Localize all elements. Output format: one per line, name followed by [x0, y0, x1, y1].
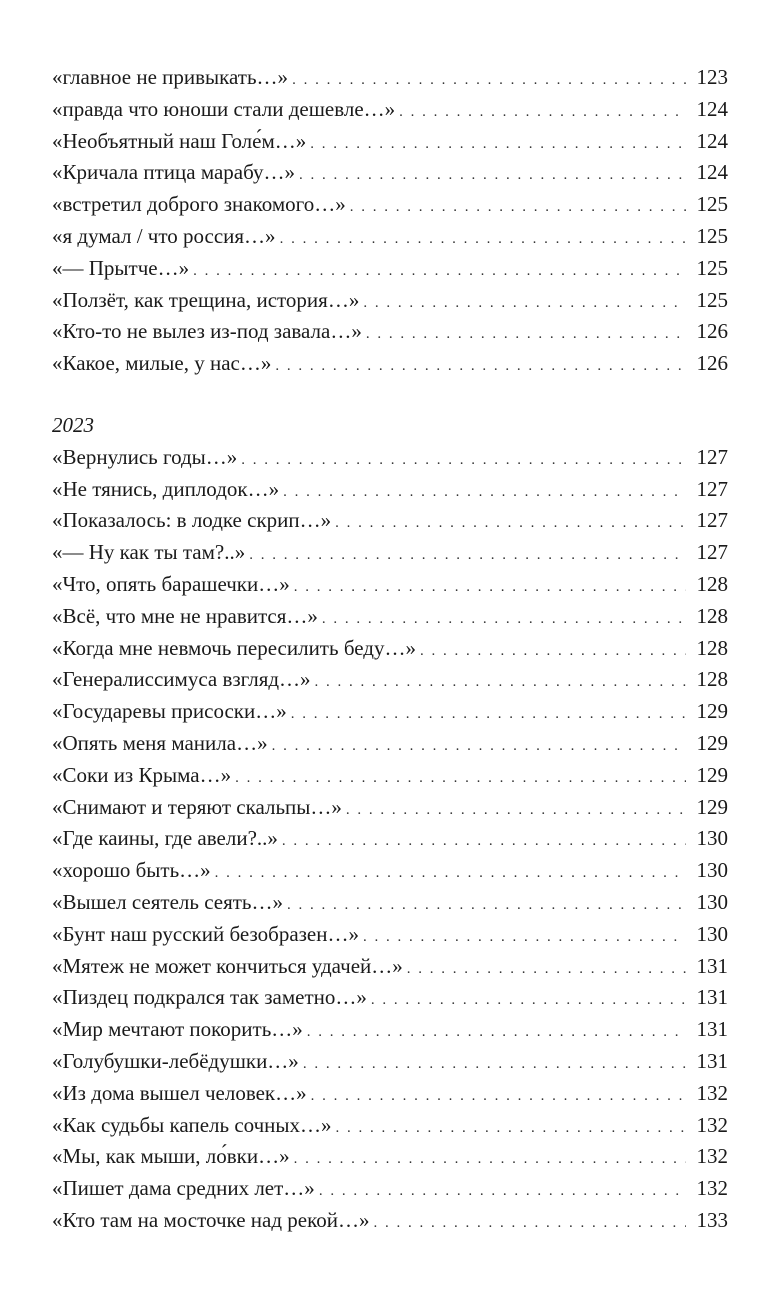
dot-leader [371, 985, 686, 1017]
toc-entry-title: «Кто там на мосточке над рекой…» [52, 1207, 370, 1232]
toc-entry-page-number: 125 [696, 192, 728, 217]
toc-entry [52, 951, 728, 983]
toc-entry [52, 505, 728, 537]
toc-entry-title: «Мы, как мыши, ло́вки…» [52, 1144, 290, 1169]
toc-entry-title: «Вернулись годы…» [52, 444, 238, 469]
toc-entry-page-number: 124 [696, 160, 728, 185]
toc-entry-page-number: 126 [696, 319, 728, 344]
dot-leader [399, 97, 686, 129]
dot-leader [310, 129, 686, 161]
dot-leader [241, 445, 686, 477]
dot-leader [322, 604, 686, 636]
toc-entry [52, 537, 728, 569]
toc-entry-title: «хорошо быть…» [52, 858, 211, 883]
toc-entry [52, 285, 728, 317]
dot-leader [407, 954, 686, 986]
toc-entry-title: «правда что юноши стали дешевле…» [52, 96, 396, 121]
toc-entry-title: «Пишет дама средних лет…» [52, 1176, 315, 1201]
toc-entry [52, 855, 728, 887]
dot-leader [292, 65, 686, 97]
toc-entry-page-number: 125 [696, 287, 728, 312]
toc-entry [52, 760, 728, 792]
toc-entry-title: «Снимают и теряют скальпы…» [52, 794, 342, 819]
toc-entry-page-number: 127 [696, 444, 728, 469]
dot-leader [193, 256, 686, 288]
dot-leader [335, 508, 686, 540]
toc-entry [52, 1046, 728, 1078]
toc-entry-title: «Бунт наш русский безобразен…» [52, 921, 359, 946]
toc-entry-title: «Всё, что мне не нравится…» [52, 603, 318, 628]
dot-leader [235, 763, 686, 795]
toc-entry-title: «главное не привыкать…» [52, 65, 289, 89]
toc-entry [52, 728, 728, 760]
toc-entry [52, 126, 728, 158]
toc-entry-page-number: 129 [696, 699, 728, 724]
dot-leader [373, 1208, 686, 1240]
toc-entry-page-number: 132 [696, 1144, 728, 1169]
toc-entry-page-number: 125 [696, 255, 728, 280]
toc-entry [52, 982, 728, 1014]
toc-entry-title: «Не тянись, диплодок…» [52, 476, 280, 501]
toc-entry-page-number: 131 [696, 1048, 728, 1073]
toc-entry-page-number: 128 [696, 635, 728, 660]
toc-entry [52, 221, 728, 253]
toc-entry [52, 1141, 728, 1173]
toc-entry-page-number: 132 [696, 1080, 728, 1105]
dot-leader [315, 667, 686, 699]
toc-entry-page-number: 132 [696, 1112, 728, 1137]
dot-leader [280, 224, 686, 256]
toc-entry-title: «Голубушки-лебёдушки…» [52, 1048, 299, 1073]
toc-entry [52, 823, 728, 855]
dot-leader [350, 192, 686, 224]
toc-entry [52, 664, 728, 696]
toc-entry [52, 189, 728, 221]
dot-leader [287, 890, 686, 922]
toc-entry-page-number: 125 [696, 223, 728, 248]
toc-entry-title: «Мятеж не может кончиться удачей…» [52, 953, 403, 978]
dot-leader [272, 731, 686, 763]
toc-entry-title: «Мир мечтают покорить…» [52, 1017, 303, 1042]
dot-leader [282, 826, 686, 858]
toc-group-1 [52, 62, 728, 380]
toc-entry [52, 1173, 728, 1205]
toc-entry [52, 1078, 728, 1110]
dot-leader [363, 288, 686, 320]
toc-entry-title: «Как судьбы капель сочных…» [52, 1112, 332, 1137]
toc-entry-page-number: 130 [696, 921, 728, 946]
toc-entry-title: «Где каины, где авели?..» [52, 826, 278, 851]
toc-entry-page-number: 128 [696, 571, 728, 596]
toc-entry-page-number: 127 [696, 476, 728, 501]
toc-entry-page-number: 132 [696, 1176, 728, 1201]
toc-entry-title: «Ползёт, как трещина, история…» [52, 287, 360, 312]
toc-entry-page-number: 129 [696, 730, 728, 755]
toc-entry [52, 792, 728, 824]
toc-entry-title: «Из дома вышел человек…» [52, 1080, 307, 1105]
toc-entry-page-number: 129 [696, 762, 728, 787]
dot-leader [291, 699, 686, 731]
toc-entry [52, 919, 728, 951]
toc-entry-title: «— Прытче…» [52, 255, 190, 280]
toc-entry-title: «Кто-то не вылез из-под завала…» [52, 319, 362, 344]
section-heading-year: 2023 [52, 412, 94, 437]
toc-entry-title: «Кричала птица марабу…» [52, 160, 295, 185]
toc-entry-title: «Соки из Крыма…» [52, 762, 232, 787]
toc-entry-page-number: 130 [696, 889, 728, 914]
toc-entry-title: «Какое, милые, у нас…» [52, 351, 272, 376]
dot-leader [294, 572, 686, 604]
toc-entry-title: «Государевы присоски…» [52, 699, 287, 724]
toc-entry [52, 887, 728, 919]
toc-entry [52, 474, 728, 506]
dot-leader [307, 1017, 686, 1049]
toc-entry-title: «я думал / что россия…» [52, 223, 276, 248]
section-gap [52, 380, 728, 410]
toc-entry-title: «— Ну как ты там?..» [52, 540, 246, 565]
dot-leader [303, 1049, 686, 1081]
toc-entry [52, 601, 728, 633]
toc-entry [52, 442, 728, 474]
toc-entry-title: «Показалось: в лодке скрип…» [52, 508, 332, 533]
dot-leader [366, 319, 686, 351]
toc-entry-page-number: 127 [696, 540, 728, 565]
toc-entry-page-number: 124 [696, 128, 728, 153]
toc-entry [52, 348, 728, 380]
dot-leader [346, 795, 686, 827]
dot-leader [311, 1081, 686, 1113]
table-of-contents [52, 62, 728, 1237]
toc-entry-title: «Пиздец подкрался так заметно…» [52, 985, 367, 1010]
toc-entry-page-number: 133 [696, 1207, 728, 1232]
dot-leader [363, 922, 686, 954]
dot-leader [249, 540, 686, 572]
toc-entry [52, 696, 728, 728]
toc-entry-page-number: 131 [696, 985, 728, 1010]
toc-group-2 [52, 442, 728, 1237]
toc-entry [52, 1110, 728, 1142]
toc-entry-title: «Опять меня манила…» [52, 730, 268, 755]
toc-entry-title: «встретил доброго знакомого…» [52, 192, 346, 217]
toc-entry-page-number: 130 [696, 858, 728, 883]
toc-entry-page-number: 126 [696, 351, 728, 376]
dot-leader [294, 1144, 686, 1176]
toc-entry-page-number: 131 [696, 1017, 728, 1042]
toc-entry-title: «Вышел сеятель сеять…» [52, 889, 284, 914]
toc-entry [52, 253, 728, 285]
toc-entry-page-number: 128 [696, 667, 728, 692]
dot-leader [336, 1113, 686, 1145]
dot-leader [319, 1176, 686, 1208]
toc-entry-title: «Необъятный наш Голе́м…» [52, 128, 307, 153]
toc-entry [52, 569, 728, 601]
dot-leader [215, 858, 686, 890]
toc-entry-title: «Генералиссимуса взгляд…» [52, 667, 311, 692]
dot-leader [283, 477, 686, 509]
toc-entry [52, 94, 728, 126]
toc-entry [52, 62, 728, 94]
toc-entry-page-number: 128 [696, 603, 728, 628]
toc-entry [52, 633, 728, 665]
toc-entry [52, 1014, 728, 1046]
toc-entry [52, 316, 728, 348]
toc-entry-page-number: 130 [696, 826, 728, 851]
dot-leader [420, 636, 686, 668]
toc-entry-page-number: 131 [696, 953, 728, 978]
toc-entry-title: «Что, опять барашечки…» [52, 571, 290, 596]
toc-entry-page-number: 123 [696, 65, 728, 89]
dot-leader [299, 160, 686, 192]
toc-entry-page-number: 124 [696, 96, 728, 121]
toc-entry [52, 157, 728, 189]
toc-entry [52, 1205, 728, 1237]
dot-leader [275, 351, 686, 383]
toc-entry-page-number: 127 [696, 508, 728, 533]
toc-entry-page-number: 129 [696, 794, 728, 819]
toc-entry-title: «Когда мне невмочь пересилить беду…» [52, 635, 416, 660]
